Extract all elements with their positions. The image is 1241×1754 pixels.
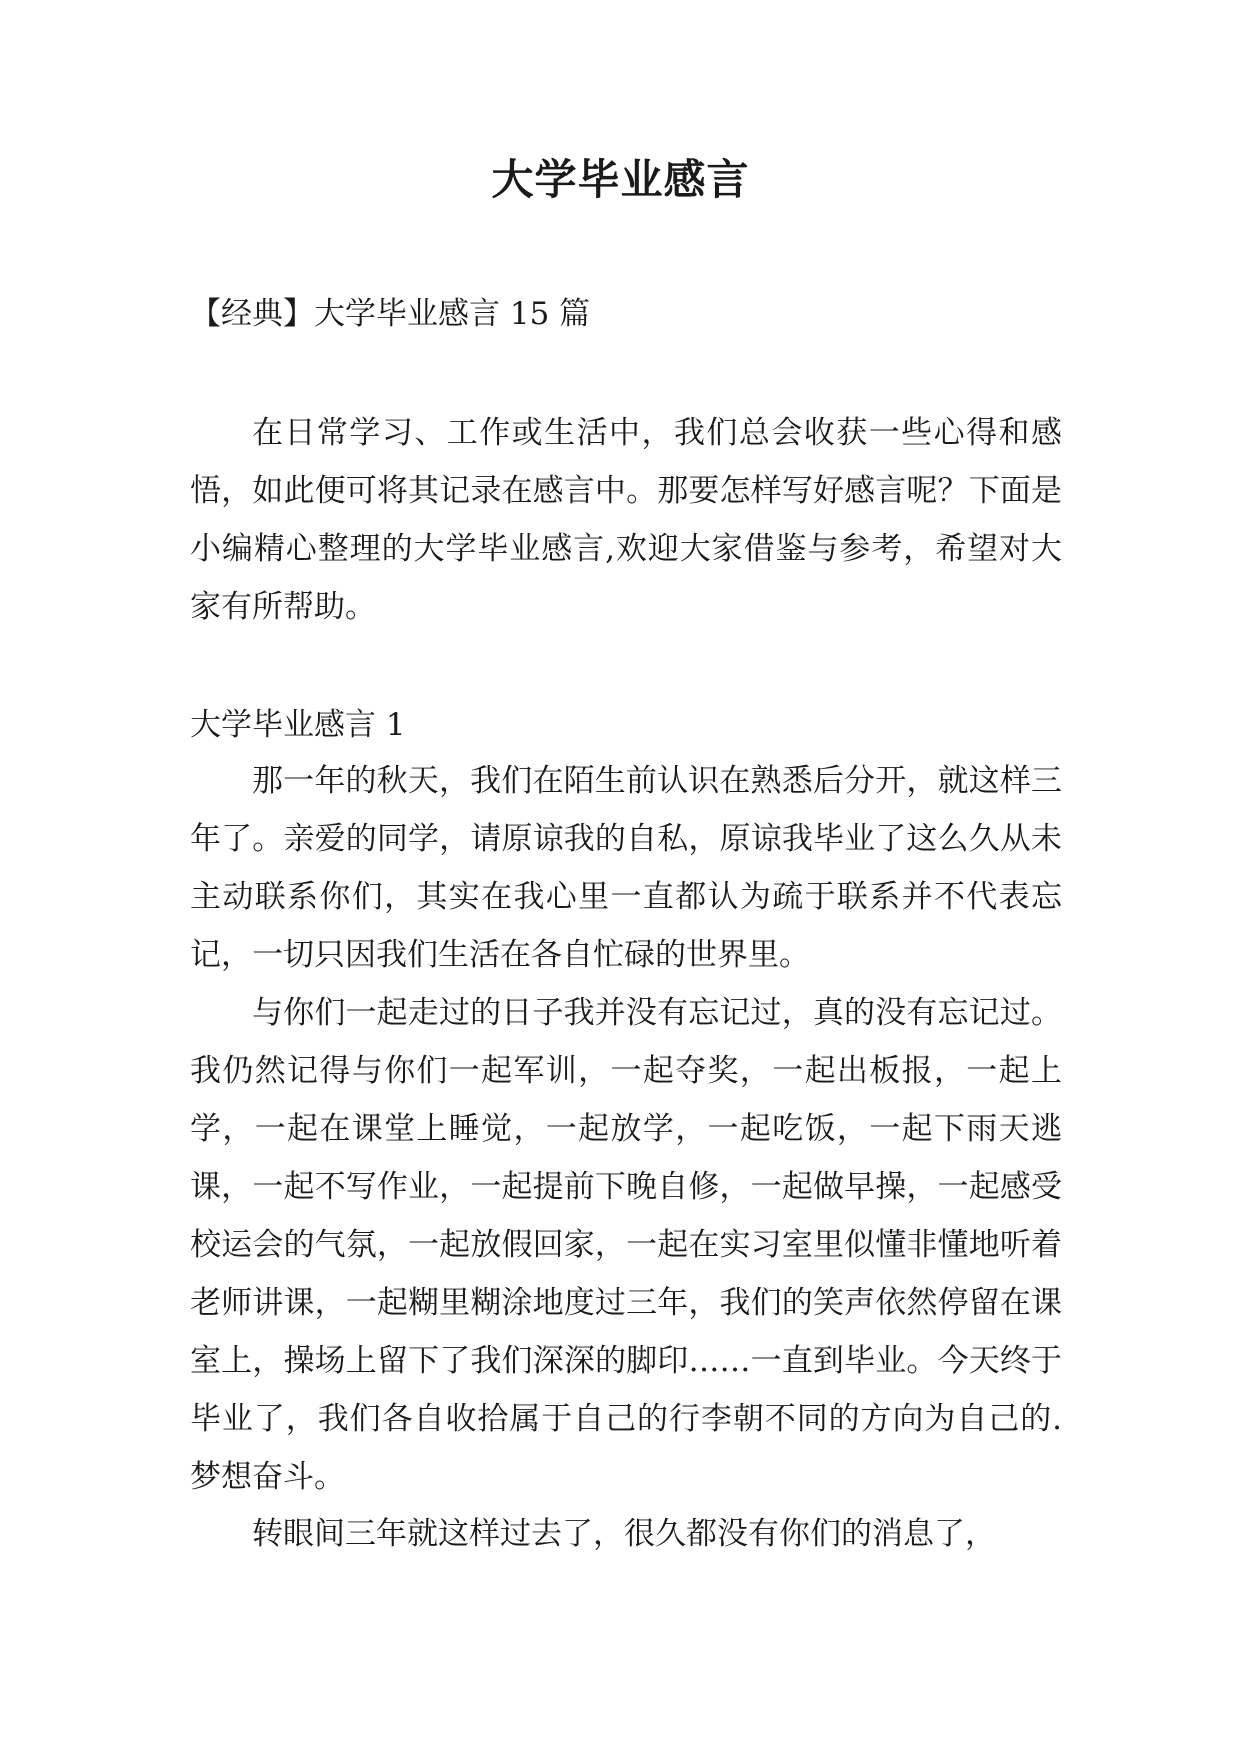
document-subtitle: 【经典】大学毕业感言 15 篇 bbox=[190, 296, 591, 332]
section-heading: 大学毕业感言 1 bbox=[190, 707, 406, 743]
intro-paragraph: 在日常学习、工作或生活中，我们总会收获一些心得和感悟，如此便可将其记录在感言中。那要怎样写好感言呢？下面是小编精心整理的大学毕业感言,欢迎大家借鉴与参考，希望对大家有所帮助。 bbox=[190, 415, 1062, 625]
body-paragraph-1: 那一年的秋天，我们在陌生前认识在熟悉后分开，就这样三年了。亲爱的同学，请原谅我的自私，原谅我毕业了这么久从未主动联系你们，其实在我心里一直都认为疏于联系并不代表忘记，一切只因我们生活在各自忙碌的世界里。 bbox=[190, 763, 1062, 973]
body-paragraph-2: 与你们一起走过的日子我并没有忘记过，真的没有忘记过。我仍然记得与你们一起军训，一起夺奖，一起出板报，一起上学，一起在课堂上睡觉，一起放学，一起吃饭，一起下雨天逃课，一起不写作业，一起提前下晚自修，一起做早操，一起感受校运会的气氛，一起放假回家，一起在实习室里似懂非懂地听着老师讲课，一起糊里糊涂地度过三年，我们的笑声依然停留在课室上，操场上留下了我们深深的脚印……一直到毕业。今天终于毕业了，我们各自收拾属于自己的行李朝不同的方向为自己的.梦想奋斗。 bbox=[190, 995, 1062, 1495]
body-paragraph-3: 转眼间三年就这样过去了，很久都没有你们的消息了， bbox=[252, 1516, 996, 1552]
document-title: 大学毕业感言 bbox=[491, 155, 750, 204]
